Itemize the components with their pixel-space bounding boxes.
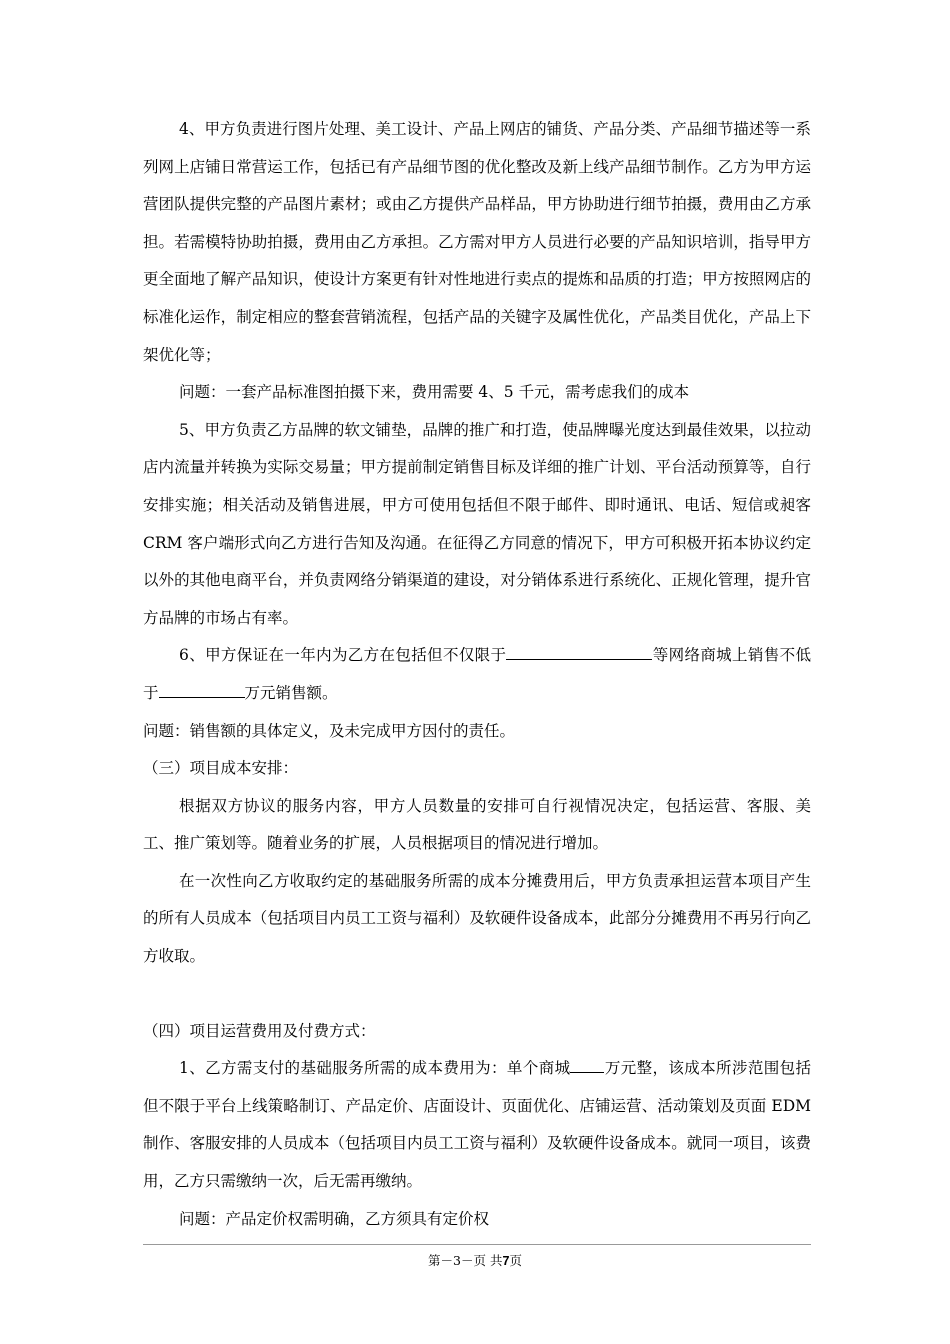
section-heading-3: （三）项目成本安排： xyxy=(143,759,299,778)
blank-fee-amount-field xyxy=(570,1055,604,1073)
page-total-count: 7 xyxy=(502,1254,510,1268)
footer-divider xyxy=(143,1244,811,1245)
section-heading-4: （四）项目运营费用及付费方式： xyxy=(143,1021,376,1040)
paragraph-item-6-text-c: 万元销售额。 xyxy=(244,683,338,702)
blank-sales-amount-field xyxy=(159,680,245,698)
question-note-3: 问题：产品定价权需明确，乙方须具有定价权 xyxy=(179,1209,490,1228)
question-note-2: 问题：销售额的具体定义，及未完成甲方因付的责任。 xyxy=(143,721,516,740)
paragraph-item-4: 4、甲方负责进行图片处理、美工设计、产品上网店的铺货、产品分类、产品细节描述等一系列网上店铺日常营运工作，包括已有产品细节图的优化整改及新上线产品细节制作。乙方为甲方运营团队提供完整的产品图片素材；或由乙方提供产品样品，甲方协助进行细节拍摄，费用由乙方承担。若需模特协助拍摄，费用由乙方承担。乙方需对甲方人员进行必要的产品知识培训，指导甲方更全面地了解产品知识，使设计方案更有针对性地进行卖点的提炼和品质的打造；甲方按照网店的标准化运作，制定相应的整套营销流程，包括产品的关键字及属性优化，产品类目优化，产品上下架优化等； xyxy=(143,120,811,364)
blank-platform-field xyxy=(506,642,652,660)
paragraph-cost-sharing: 在一次性向乙方收取约定的基础服务所需的成本分摊费用后，甲方负责承担运营本项目产生的所有人员成本（包括项目内员工工资与福利）及软硬件设备成本，此部分分摊费用不再另行向乙方收取。 xyxy=(143,871,811,966)
paragraph-fee-text-a: 1、乙方需支付的基础服务所需的成本费用为：单个商城 xyxy=(179,1059,571,1078)
paragraph-item-6-text-b: 等网络商城上销售不低于 xyxy=(143,646,811,702)
page-footer xyxy=(0,1251,950,1269)
paragraph-fee-item-1 xyxy=(143,1050,811,1200)
paragraph-item-6-text-a: 6、甲方保证在一年内为乙方在包括但不仅限于 xyxy=(179,646,507,665)
page-number-suffix: 页 xyxy=(509,1253,522,1268)
paragraph-staffing: 根据双方协议的服务内容，甲方人员数量的安排可自行视情况决定，包括运营、客服、美工、推广策划等。随着业务的扩展，人员根据项目的情况进行增加。 xyxy=(143,796,811,853)
page-number-prefix: 第－3－页 共 xyxy=(428,1253,503,1268)
paragraph-item-5: 5、甲方负责乙方品牌的软文铺垫，品牌的推广和打造，使品牌曝光度达到最佳效果，以拉动店内流量并转换为实际交易量；甲方提前制定销售目标及详细的推广计划、平台活动预算等，自行安排实施；相关活动及销售进展，甲方可使用包括但不限于邮件、即时通讯、电话、短信或昶客 CRM 客户端形式向乙方进行告知及沟通。在征得乙方同意的情况下，甲方可积极开拓本协议约定以外的其他电商平台，并负责网络分销渠道的建设，对分销体系进行系统化、正规化管理，提升官方品牌的市场占有率。 xyxy=(143,420,811,627)
paragraph-fee-text-b: 万元整，该成本所涉范围包括但不限于平台上线策略制订、产品定价、店面设计、页面优化、店铺运营、活动策划及页面 EDM 制作、客服安排的人员成本（包括项目内员工工资与福利）及软硬件设备成本。就同一项目，该费用，乙方只需缴纳一次，后无需再缴纳。 xyxy=(143,1059,811,1191)
section-spacer xyxy=(143,976,811,1013)
document-body xyxy=(143,111,811,1238)
paragraph-item-6 xyxy=(143,637,811,712)
question-note-1: 问题：一套产品标准图拍摄下来，费用需要 4、5 千元，需考虑我们的成本 xyxy=(179,383,690,402)
